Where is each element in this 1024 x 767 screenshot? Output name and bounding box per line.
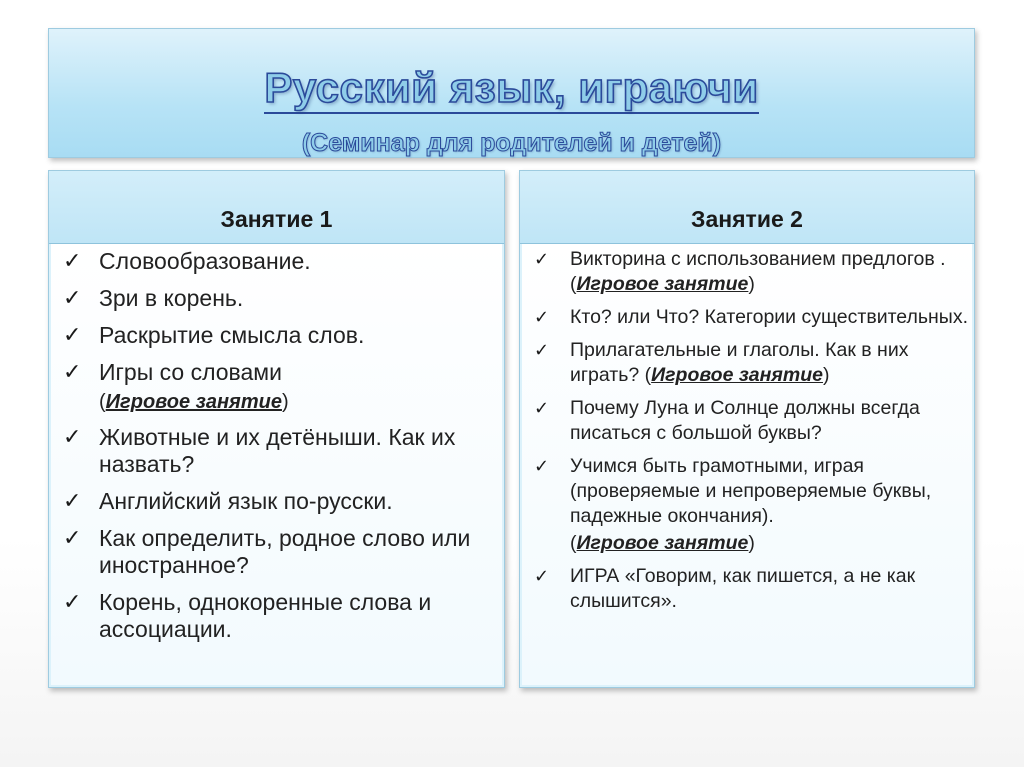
list-item (532, 564, 972, 614)
checkmark-icon: ✓ (63, 286, 82, 311)
list-item (61, 589, 502, 643)
list-item-text: Прилагательные и глаголы. Как в них играть? ( (570, 339, 909, 386)
page-title (49, 64, 974, 111)
game-label: Игровое занятие (576, 532, 749, 554)
list-item-text: Как определить, родное слово или иностранное? (99, 525, 471, 578)
list-item: ✓ Викторина с использованием предлогов . (Игровое занятие) (534, 248, 946, 295)
checkmark-icon: ✓ (534, 249, 550, 270)
checkmark-icon: ✓ (534, 398, 550, 419)
checkmark-icon: ✓ (534, 566, 550, 587)
list-item (61, 424, 502, 478)
lesson-2-list (522, 244, 972, 529)
list-item: ✓ Прилагательные и глаголы. Как в них играть? (Игровое занятие) (534, 339, 909, 386)
page-title-text: Русский язык, играючи (264, 64, 758, 114)
lesson-2-list-continued (522, 564, 972, 614)
game-note: (Игровое занятие) (570, 532, 755, 554)
list-item-text: Кто? или Что? Категории существительных. (570, 306, 968, 328)
list-item (61, 285, 502, 312)
list-item (61, 248, 502, 275)
lesson-1-card (48, 170, 505, 688)
lesson-2-card (519, 170, 975, 688)
list-item-text: Учимся быть грамотными, играя (проверяемые и непроверяемые буквы, падежные окончания). (570, 455, 932, 527)
lesson-1-header: Занятие 1 (49, 171, 504, 244)
list-item-text: Почему Луна и Солнце должны всегда писаться с большой буквы? (570, 397, 920, 444)
checkmark-icon: ✓ (534, 340, 550, 361)
list-item (532, 454, 972, 529)
page-subtitle: (Семинар для родителей и детей) (301, 129, 722, 157)
list-item-text: Игры со словами (99, 359, 282, 385)
lesson-2-header: Занятие 2 (520, 171, 974, 244)
list-item-text: Раскрытие смысла слов. (99, 322, 365, 348)
game-label: Игровое занятие (105, 391, 282, 413)
list-item (61, 525, 502, 579)
list-item (61, 488, 502, 515)
lesson-1-body (51, 244, 502, 685)
checkmark-icon: ✓ (63, 489, 82, 514)
checkmark-icon: ✓ (63, 360, 82, 385)
list-item (532, 305, 972, 330)
game-label: Игровое занятие (576, 273, 749, 295)
lesson-1-list-continued (51, 424, 502, 643)
game-label: Игровое занятие (651, 364, 823, 386)
checkmark-icon: ✓ (63, 526, 82, 551)
list-item (61, 359, 502, 386)
list-item-text: Зри в корень. (99, 285, 244, 311)
list-item-text: Английский язык по-русски. (99, 488, 393, 514)
list-item (532, 396, 972, 446)
list-item-text: ИГРА «Говорим, как пишется, а не как слышится». (570, 565, 916, 612)
list-item-text: Словообразование. (99, 248, 311, 274)
checkmark-icon: ✓ (63, 590, 82, 615)
checkmark-icon: ✓ (534, 456, 550, 477)
checkmark-icon: ✓ (63, 425, 82, 450)
list-item-text: Викторина с использованием предлогов . ( (570, 248, 946, 295)
lesson-1-list (51, 244, 502, 386)
lesson-2-body (522, 244, 972, 685)
title-banner (48, 28, 975, 158)
game-note: (Игровое занятие) (99, 391, 289, 413)
checkmark-icon: ✓ (63, 323, 82, 348)
checkmark-icon: ✓ (63, 249, 82, 274)
list-item-text: Животные и их детёныши. Как их назвать? (99, 424, 456, 477)
list-item-text: Корень, однокоренные слова и ассоциации. (99, 589, 432, 642)
checkmark-icon: ✓ (534, 307, 550, 328)
list-item (61, 322, 502, 349)
